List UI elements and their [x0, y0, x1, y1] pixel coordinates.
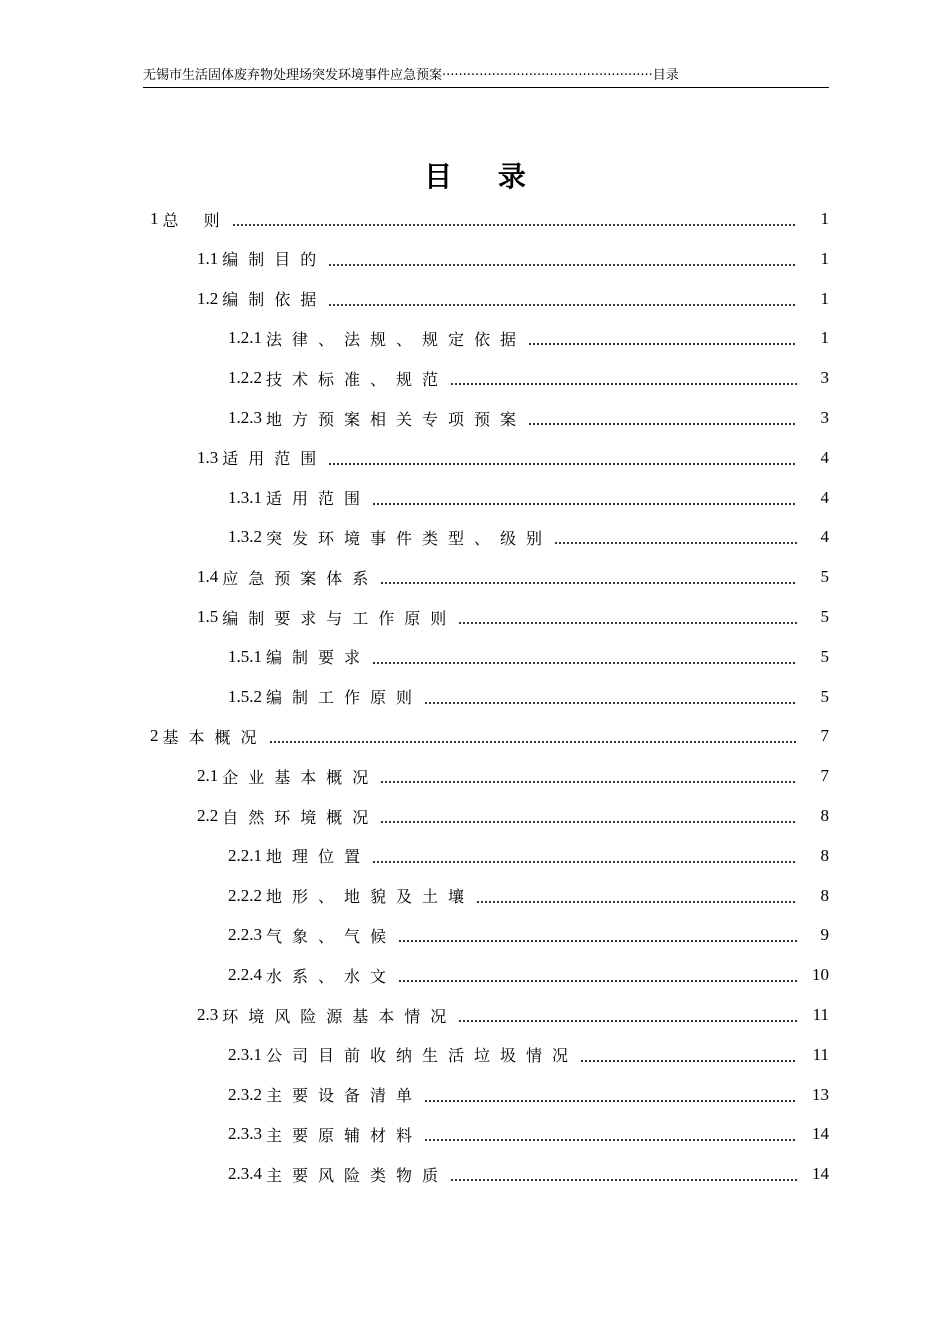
toc-entry[interactable] [228, 677, 829, 717]
toc-entry-number: 2.2.3 [228, 925, 262, 945]
toc-entry-number: 2 [150, 726, 159, 746]
toc-entry-label: 应急预案体系 [222, 568, 379, 588]
toc-entry-label: 地理位置 [266, 847, 371, 867]
toc-entry[interactable] [228, 358, 829, 398]
toc-entry[interactable] [197, 438, 829, 478]
toc-entry[interactable] [228, 637, 829, 677]
toc-entry[interactable] [228, 517, 829, 557]
toc-entry-label: 公司目前收纳生活垃圾情况 [266, 1046, 579, 1066]
toc-dot-leader [328, 289, 797, 309]
toc-entry-page-number: 1 [820, 209, 829, 228]
toc-entry-number: 1.5.2 [228, 686, 262, 706]
toc-entry-number: 1.3.2 [228, 527, 262, 547]
toc-dot-leader [269, 726, 797, 746]
toc-entry-number: 1.5 [197, 607, 219, 626]
toc-entry-label: 编制要求 [266, 648, 371, 668]
toc-entry-page-number: 4 [820, 487, 829, 507]
toc-dot-leader [476, 886, 797, 906]
toc-entry-label: 编制要求与工作原则 [222, 608, 457, 628]
toc-entry-label: 法律、法规、规定依据 [266, 329, 527, 349]
toc-entry-page-number: 4 [820, 527, 829, 547]
toc-entry-label: 环境风险源基本情况 [222, 1006, 457, 1026]
toc-entry-page-number: 14 [812, 1124, 829, 1144]
toc-entry[interactable] [150, 716, 829, 756]
toc-entry[interactable] [228, 1075, 829, 1115]
toc-entry-page-number: 5 [820, 686, 829, 706]
toc-entry[interactable] [197, 557, 829, 597]
toc-entry-number: 2.3.4 [228, 1164, 262, 1184]
toc-entry-page-number: 7 [820, 726, 829, 746]
toc-entry[interactable] [228, 836, 829, 876]
toc-entry[interactable] [197, 239, 829, 279]
toc-entry-number: 1.5.1 [228, 646, 262, 666]
toc-dot-leader [380, 567, 797, 587]
toc-dot-leader [528, 328, 797, 348]
toc-entry-number: 1.2.3 [228, 408, 262, 427]
toc-entry-number: 2.3.2 [228, 1084, 262, 1104]
toc-entry-page-number: 5 [820, 567, 829, 587]
toc-dot-leader [398, 925, 797, 945]
toc-entry[interactable] [197, 279, 829, 319]
toc-dot-leader [580, 1045, 797, 1065]
toc-dot-leader [328, 249, 797, 269]
toc-entry[interactable] [197, 995, 829, 1035]
toc-entry-page-number: 3 [820, 408, 829, 427]
toc-entry-label: 编制依据 [222, 290, 327, 310]
toc-entry-number: 1.3.1 [228, 487, 262, 507]
toc-entry-number: 1.2.1 [228, 328, 262, 348]
toc-entry-label: 主要风险类物质 [266, 1165, 449, 1185]
toc-entry-number: 2.2.1 [228, 845, 262, 865]
toc-entry-page-number: 14 [812, 1164, 829, 1184]
toc-entry[interactable] [197, 756, 829, 796]
toc-entry-number: 2.2.4 [228, 965, 262, 985]
toc-entry[interactable] [228, 1154, 829, 1194]
toc-dot-leader [554, 527, 797, 547]
toc-dot-leader [450, 368, 797, 388]
toc-entry-page-number: 9 [820, 925, 829, 945]
toc-entry-page-number: 1 [820, 288, 829, 308]
toc-entry[interactable] [228, 318, 829, 358]
toc-entry-label: 企业基本概况 [222, 767, 379, 787]
toc-entry-number: 1.2.2 [228, 368, 262, 388]
toc-entry-page-number: 13 [812, 1084, 829, 1104]
toc-entry-label: 技术标准、规范 [266, 369, 449, 389]
toc-entry-page-number: 8 [820, 845, 829, 865]
toc-entry-label: 适用范围 [266, 489, 371, 509]
page-title: 目 录 [424, 160, 544, 193]
toc-entry-page-number: 5 [820, 646, 829, 666]
toc-entry-label: 编制工作原则 [266, 688, 423, 708]
toc-entry-number: 2.2.2 [228, 885, 262, 905]
toc-entry-label: 总 则 [162, 210, 230, 230]
toc-dot-leader [372, 488, 797, 508]
toc-entry-label: 基本概况 [162, 727, 267, 747]
toc-entry-label: 主要设备清单 [266, 1086, 423, 1106]
toc-dot-leader [380, 766, 797, 786]
toc-entry-page-number: 3 [820, 368, 829, 388]
toc-entry-number: 2.2 [197, 806, 219, 825]
toc-dot-leader [372, 647, 797, 667]
toc-entry-page-number: 11 [812, 1044, 829, 1064]
toc-entry-page-number: 1 [820, 248, 829, 268]
toc-entry-label: 适用范围 [222, 449, 327, 469]
toc-dot-leader [372, 846, 797, 866]
toc-entry-number: 2.1 [197, 766, 219, 786]
toc-entry-page-number: 4 [820, 447, 829, 467]
toc-entry-page-number: 7 [820, 766, 829, 786]
toc-entry[interactable] [150, 199, 829, 239]
toc-entry-label: 主要原辅材料 [266, 1125, 423, 1145]
toc-dot-leader [458, 607, 797, 627]
page-header [143, 67, 829, 88]
toc-entry-label: 编制目的 [222, 250, 327, 270]
toc-dot-leader [424, 1124, 797, 1144]
header-text: 无锡市生活固体废弃物处理场突发环境事件应急预案···················································目录 [143, 68, 679, 83]
toc-entry-page-number: 5 [820, 607, 829, 626]
toc-entry-page-number: 11 [812, 1005, 829, 1024]
toc-entry[interactable] [228, 1114, 829, 1154]
toc-entry-number: 1.1 [197, 248, 219, 268]
toc-dot-leader [380, 806, 797, 826]
toc-entry-page-number: 8 [820, 806, 829, 825]
toc-entry-number: 2.3 [197, 1005, 219, 1024]
toc-dot-leader [232, 209, 797, 229]
toc-entry-number: 1.3 [197, 447, 219, 467]
toc-entry[interactable] [197, 796, 829, 836]
toc-entry-label: 地方预案相关专项预案 [266, 409, 527, 429]
toc-entry-number: 1.4 [197, 567, 219, 587]
toc-entry-label: 地形、地貌及土壤 [266, 887, 475, 907]
toc-entry-label: 气象、气候 [266, 926, 397, 946]
toc-entry-page-number: 8 [820, 885, 829, 905]
toc-entry[interactable] [228, 1035, 829, 1075]
toc-entry-page-number: 10 [812, 965, 829, 985]
toc-entry[interactable] [228, 398, 829, 438]
toc-dot-leader [450, 1164, 797, 1184]
toc-entry-label: 自然环境概况 [222, 807, 379, 827]
toc-dot-leader [328, 448, 797, 468]
toc-entry-label: 水系、水文 [266, 966, 397, 986]
toc-entry[interactable] [228, 955, 829, 995]
toc-dot-leader [424, 1085, 797, 1105]
toc-entry[interactable] [228, 915, 829, 955]
toc-entry[interactable] [197, 597, 829, 637]
toc-entry-number: 1 [150, 209, 159, 228]
toc-entry[interactable] [228, 876, 829, 916]
toc-entry[interactable] [228, 478, 829, 518]
toc-entry-number: 2.3.1 [228, 1044, 262, 1064]
toc-entry-number: 2.3.3 [228, 1124, 262, 1144]
toc-entry-number: 1.2 [197, 288, 219, 308]
toc-dot-leader [458, 1005, 797, 1025]
toc-dot-leader [398, 965, 797, 985]
toc-entry-page-number: 1 [820, 328, 829, 348]
toc-entry-label: 突发环境事件类型、级别 [266, 528, 553, 548]
toc-dot-leader [528, 408, 797, 428]
toc-dot-leader [424, 687, 797, 707]
